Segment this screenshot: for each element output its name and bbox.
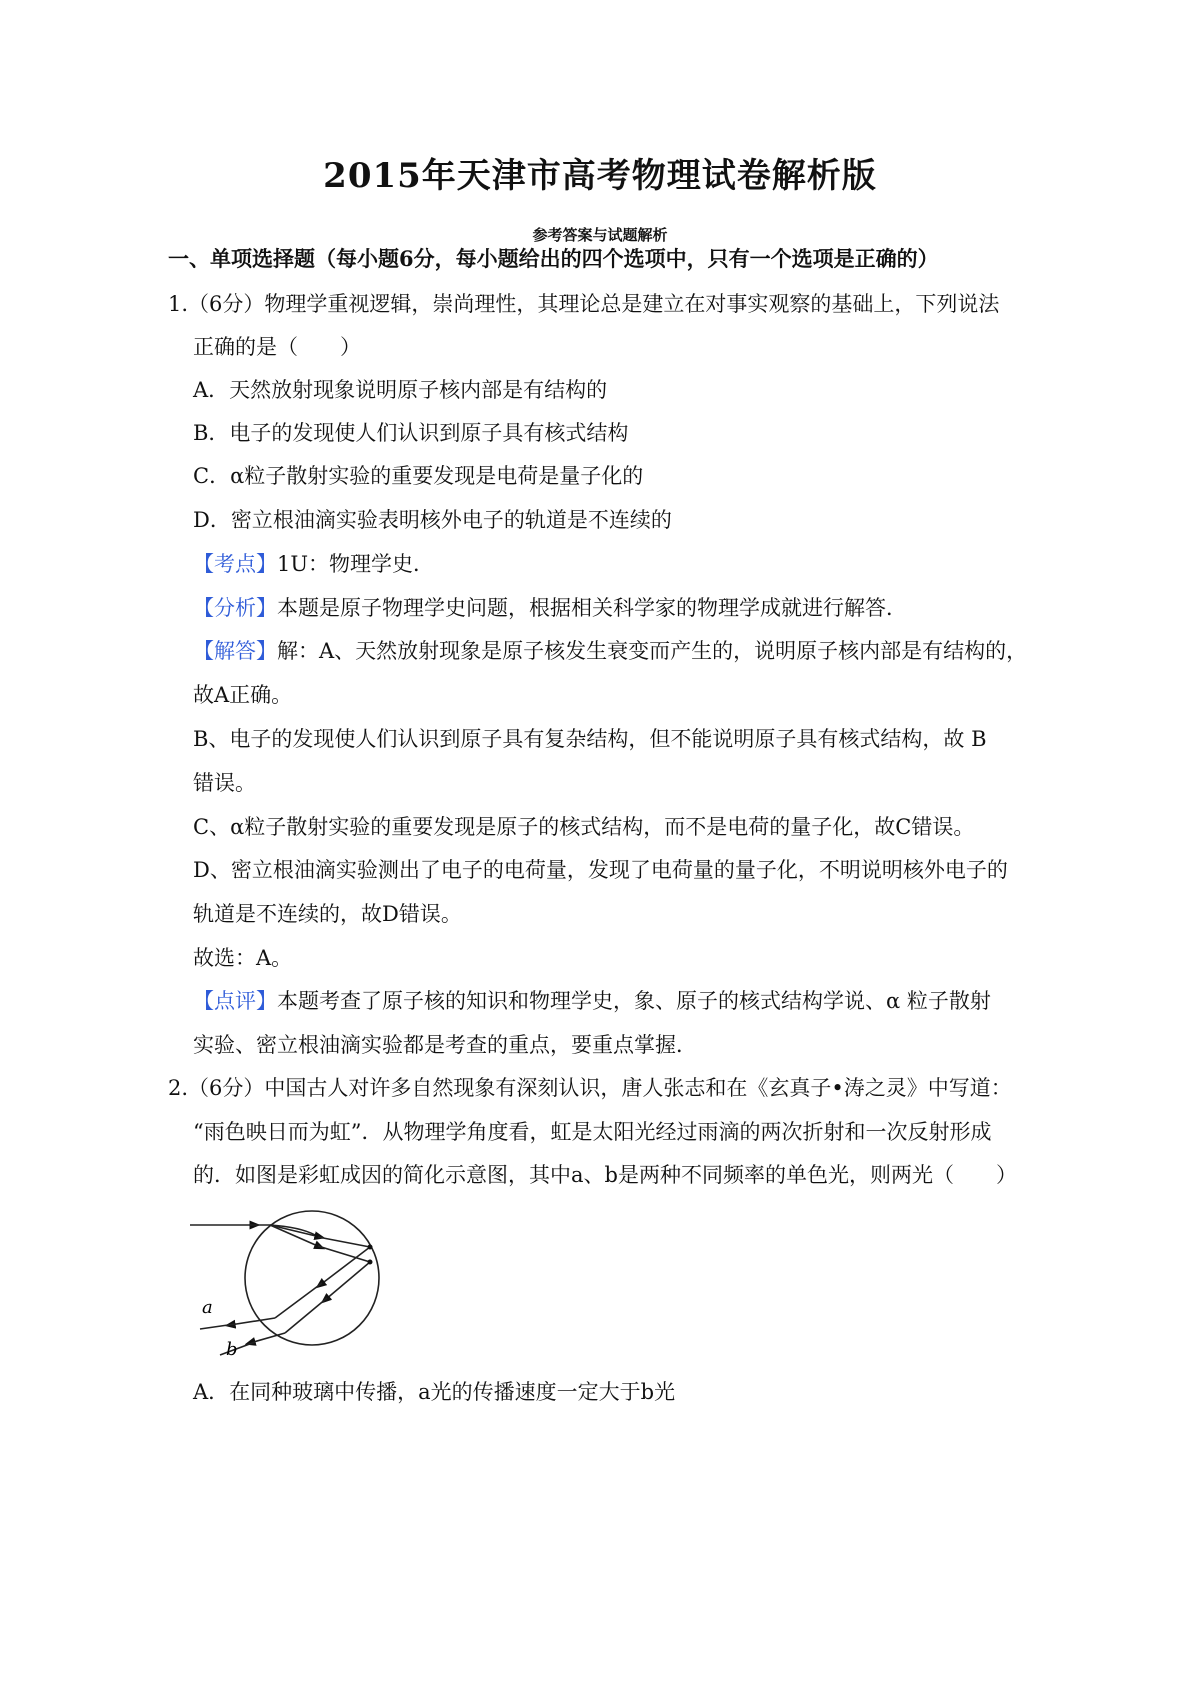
jieda-line1: 解：A、天然放射现象是原子核发生衰变而产生的，说明原子核内部是有结构的，: [277, 639, 1028, 663]
fenxi-tag: 分析: [214, 596, 256, 620]
q1-fenxi: 【分析】本题是原子物理学史问题，根据相关科学家的物理学成就进行解答．: [193, 596, 907, 620]
kaodian-tag: 考点: [214, 552, 256, 576]
dianping-tag: 点评: [214, 989, 256, 1013]
kaodian-text: 1U：物理学史．: [277, 552, 435, 576]
q1-option-d: D．密立根油滴实验表明核外电子的轨道是不连续的: [193, 508, 672, 532]
q1-dianping: 【点评】本题考查了原子核的知识和物理学史，象、原子的核式结构学说、α 粒子散射: [193, 989, 991, 1013]
q2-option-a: A．在同种玻璃中传播，a光的传播速度一定大于b光: [193, 1380, 676, 1404]
q1-dianping-line2: 实验、密立根油滴实验都是考查的重点，要重点掌握．: [193, 1033, 697, 1057]
jieda-tag: 解答: [214, 639, 256, 663]
section-heading: 一、单项选择题（每小题6分，每小题给出的四个选项中，只有一个选项是正确的）: [168, 246, 939, 271]
q1-kaodian: 【考点】1U：物理学史．: [193, 552, 435, 576]
raindrop-circle: [245, 1211, 379, 1345]
rainbow-diagram: [190, 1205, 390, 1365]
fenxi-text: 本题是原子物理学史问题，根据相关科学家的物理学成就进行解答．: [277, 596, 907, 620]
q1-jieda-line2: 故A正确。: [193, 683, 293, 707]
q1-jieda-line3: B、电子的发现使人们认识到原子具有复杂结构，但不能说明原子具有核式结构，故 B: [193, 727, 987, 751]
q1-jieda: 【解答】解：A、天然放射现象是原子核发生衰变而产生的，说明原子核内部是有结构的，: [193, 639, 1028, 663]
dianping-line1: 本题考查了原子核的知识和物理学史，象、原子的核式结构学说、α 粒子散射: [277, 989, 991, 1013]
q1-jieda-line6: D、密立根油滴实验测出了电子的电荷量，发现了电荷量的量子化，不明说明核外电子的: [193, 858, 1008, 882]
q1-option-c: C．α粒子散射实验的重要发现是电荷是量子化的: [193, 464, 644, 488]
q1-jieda-line7: 轨道是不连续的，故D错误。: [193, 902, 462, 926]
q1-jieda-line5: C、α粒子散射实验的重要发现是原子的核式结构，而不是电荷的量子化，故C错误。: [193, 815, 975, 839]
page-subtitle: 参考答案与试题解析: [532, 226, 668, 244]
q2-stem-line1: 2.（6分）中国古人对许多自然现象有深刻认识，唐人张志和在《玄真子•涛之灵》中写道：: [168, 1076, 1012, 1100]
q1-answer: 故选：A。: [193, 946, 293, 970]
page-title: 2015年天津市高考物理试卷解析版: [323, 156, 877, 196]
label-b: b: [226, 1339, 238, 1360]
q2-stem-line2: “雨色映日而为虹”．从物理学角度看，虹是太阳光经过雨滴的两次折射和一次反射形成: [193, 1120, 992, 1144]
q1-stem-line1: 1.（6分）物理学重视逻辑，崇尚理性，其理论总是建立在对事实观察的基础上，下列说法: [168, 292, 1000, 316]
q1-option-b: B．电子的发现使人们认识到原子具有核式结构: [193, 421, 629, 445]
q1-stem-line2: 正确的是（ ）: [193, 335, 361, 359]
q1-jieda-line4: 错误。: [193, 771, 256, 795]
label-a: a: [202, 1297, 213, 1318]
q2-stem-line3: 的．如图是彩虹成因的简化示意图，其中a、b是两种不同频率的单色光，则两光（ ）: [193, 1163, 1017, 1187]
q1-option-a: A．天然放射现象说明原子核内部是有结构的: [193, 378, 608, 402]
